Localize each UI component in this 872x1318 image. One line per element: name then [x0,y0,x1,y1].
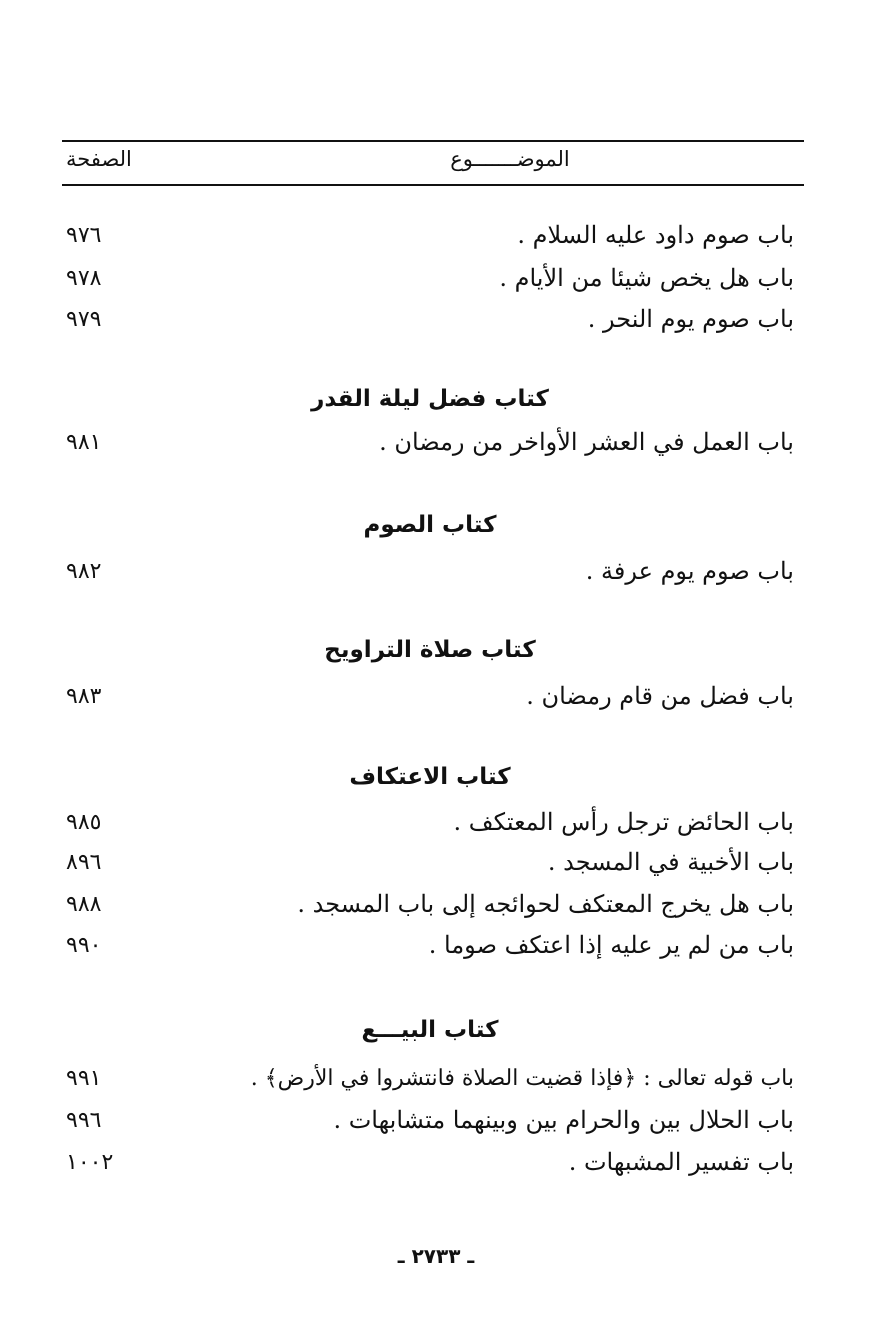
entry-title: باب هل يخرج المعتكف لحوائجه إلى باب المسجد . [297,890,794,918]
page-column-header: الصفحة [66,147,132,171]
book-heading: كتاب الصوم [363,512,497,538]
entry-title: باب الأخبية في المسجد . [547,848,794,876]
header-bottom-rule [62,184,804,186]
entry-title: باب صوم داود عليه السلام . [517,221,794,249]
entry-title: باب العمل في العشر الأواخر من رمضان . [379,428,794,456]
entry-page-number: ٩٩٠ [66,932,102,958]
entry-page-number: ٩٧٩ [66,306,102,332]
entry-page-number: ٩٨١ [66,429,102,455]
entry-page-number: ٩٨٣ [66,683,102,709]
entry-title: باب هل يخص شيئا من الأيام . [499,264,794,292]
topic-column-header: الموضـــــــوع [450,147,570,171]
entry-page-number: ٩٧٦ [66,222,102,248]
entry-title: باب من لم ير عليه إذا اعتكف صوما . [428,931,794,959]
index-entry [66,1058,794,1098]
index-entry [66,1100,794,1140]
entry-title: باب قوله تعالى : ﴿فإذا قضيت الصلاة فانتشروا في الأرض﴾ . [250,1065,794,1091]
entry-title: باب الحلال بين والحرام بين وبينهما متشابهات . [333,1106,794,1134]
index-entry [66,551,794,591]
index-entry [66,1142,794,1182]
entry-title: باب فضل من قام رمضان . [526,682,794,710]
entry-page-number: ٩٨٥ [66,809,102,835]
index-entry [66,884,794,924]
book-heading: كتاب صلاة التراويح [324,637,536,663]
index-entry [66,422,794,462]
book-heading: كتاب الاعتكاف [349,764,511,790]
book-heading: كتاب البيـــع [361,1017,499,1043]
header-top-rule [62,140,804,142]
entry-title: باب الحائض ترجل رأس المعتكف . [453,808,794,836]
index-entry [66,676,794,716]
page-number: ـ ٢٧٣٣ ـ [397,1244,475,1268]
entry-title: باب صوم يوم النحر . [587,305,794,333]
entry-page-number: ٨٩٦ [66,849,102,875]
entry-page-number: ٩٨٨ [66,891,102,917]
entry-title: باب تفسير المشبهات . [568,1148,794,1176]
index-entry [66,215,794,255]
entry-title: باب صوم يوم عرفة . [585,557,794,585]
index-entry [66,258,794,298]
index-entry [66,299,794,339]
index-entry [66,842,794,882]
entry-page-number: ٩٨٢ [66,558,102,584]
entry-page-number: ١٠٠٢ [66,1149,114,1175]
entry-page-number: ٩٧٨ [66,265,102,291]
index-entry [66,925,794,965]
entry-page-number: ٩٩٦ [66,1107,102,1133]
book-heading: كتاب فضل ليلة القدر [311,386,549,412]
index-entry [66,802,794,842]
entry-page-number: ٩٩١ [66,1065,102,1091]
